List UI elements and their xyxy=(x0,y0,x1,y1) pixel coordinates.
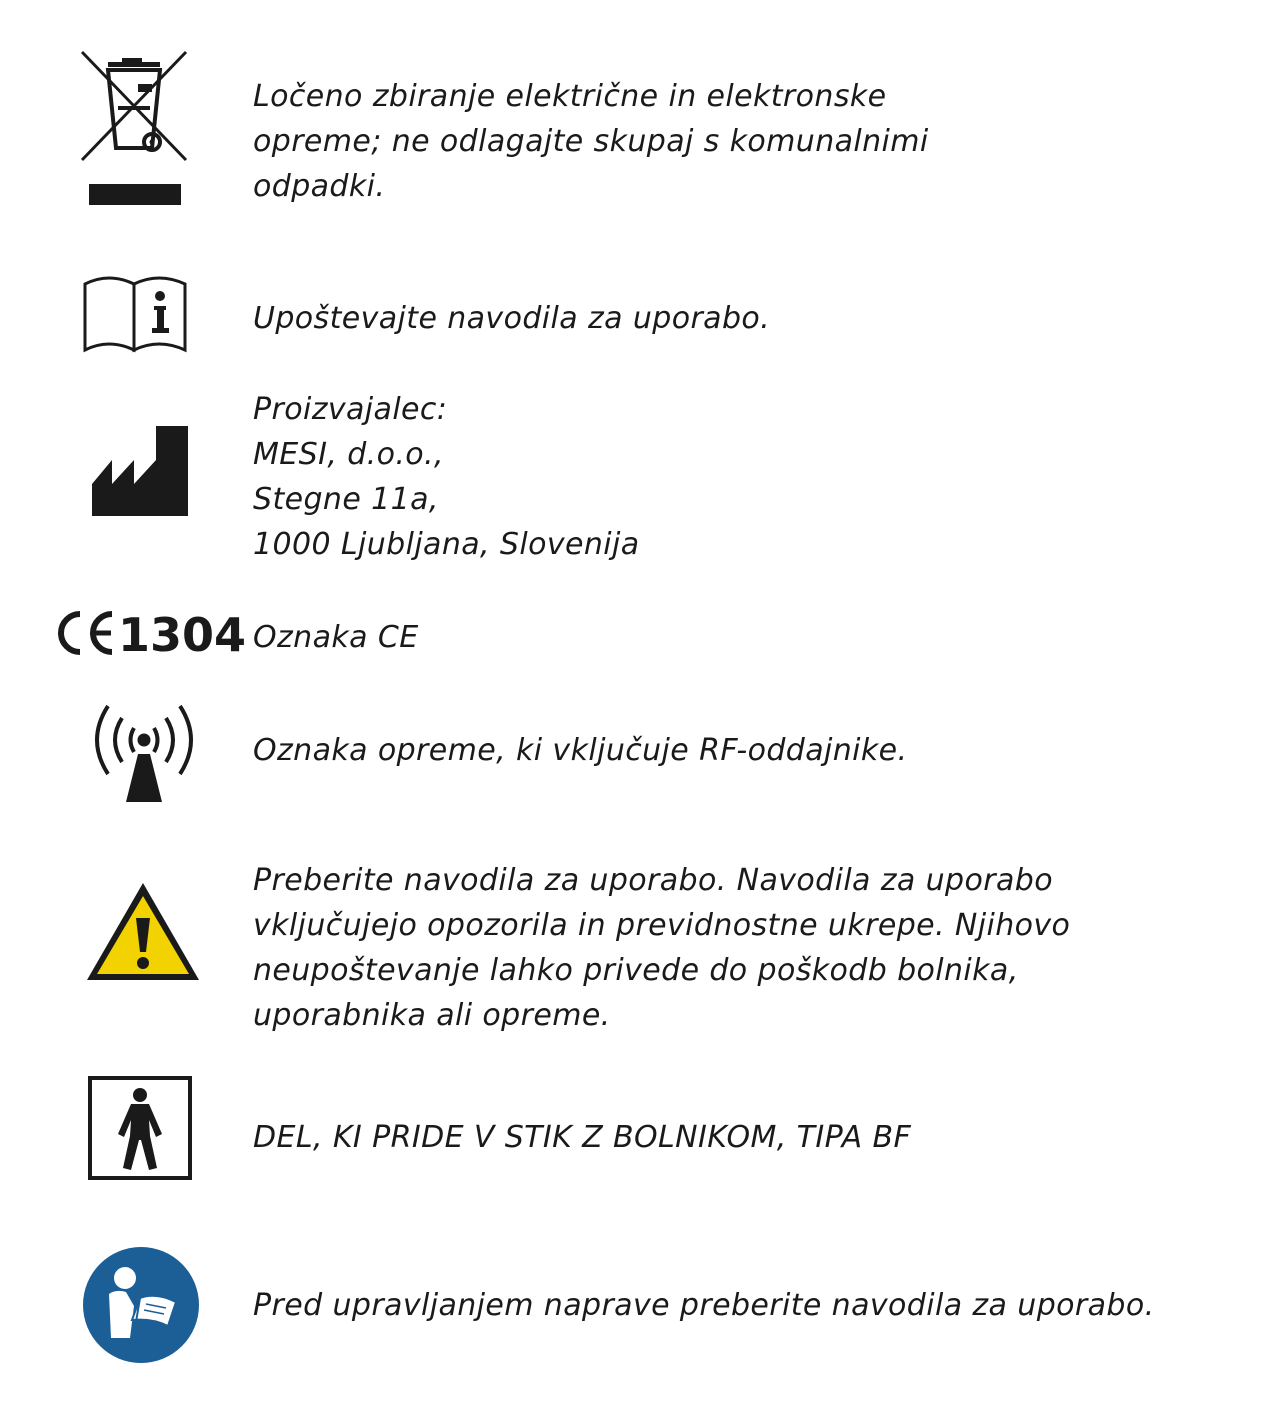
description-line: vključujejo opozorila in previdnostne ukrepe. Njihovo xyxy=(253,908,1071,943)
description-line: DEL, KI PRIDE V STIK Z BOLNIKOM, TIPA BF xyxy=(253,1120,912,1155)
description-line: odpadki. xyxy=(253,169,386,204)
bf-applied-part-description xyxy=(253,1115,911,1160)
description-line: Oznaka opreme, ki vključuje RF-oddajnike. xyxy=(253,733,908,768)
non-ionizing-radiation-icon xyxy=(80,698,208,804)
manufacturer-icon xyxy=(92,426,188,516)
consult-instructions-icon xyxy=(82,272,190,354)
description-line: Preberite navodila za uporabo. Navodila za uporabo xyxy=(253,863,1053,898)
ce-mark-description xyxy=(253,615,419,660)
description-line: opreme; ne odlagajte skupaj s komunalnimi xyxy=(253,124,929,159)
weee-crossed-out-bin-icon xyxy=(78,48,190,210)
manufacturer-description xyxy=(253,387,640,567)
description-line: Ločeno zbiranje električne in elektronske xyxy=(253,79,887,114)
description-line: Oznaka CE xyxy=(253,620,419,655)
description-line: Stegne 11a, xyxy=(253,482,439,517)
ce-mark-icon xyxy=(52,608,247,662)
warning-description xyxy=(253,858,1070,1038)
weee-description xyxy=(253,74,929,209)
description-line: Pred upravljanjem naprave preberite navodila za uporabo. xyxy=(253,1288,1155,1323)
ce-notified-body-number: 1304 xyxy=(118,608,247,662)
description-line: neupoštevanje lahko privede do poškodb bolnika, xyxy=(253,953,1019,988)
description-line: uporabnika ali opreme. xyxy=(253,998,611,1033)
description-line: 1000 Ljubljana, Slovenija xyxy=(253,527,640,562)
type-bf-applied-part-icon xyxy=(88,1076,194,1182)
consult-instructions-description xyxy=(253,296,770,341)
read-manual-mandatory-icon xyxy=(82,1246,200,1364)
read-manual-description xyxy=(253,1283,1155,1328)
rf-transmitter-description xyxy=(253,728,907,773)
description-line: Upoštevajte navodila za uporabo. xyxy=(253,301,771,336)
description-line: Proizvajalec: xyxy=(253,392,448,427)
description-line: MESI, d.o.o., xyxy=(253,437,444,472)
warning-triangle-icon xyxy=(84,880,202,984)
